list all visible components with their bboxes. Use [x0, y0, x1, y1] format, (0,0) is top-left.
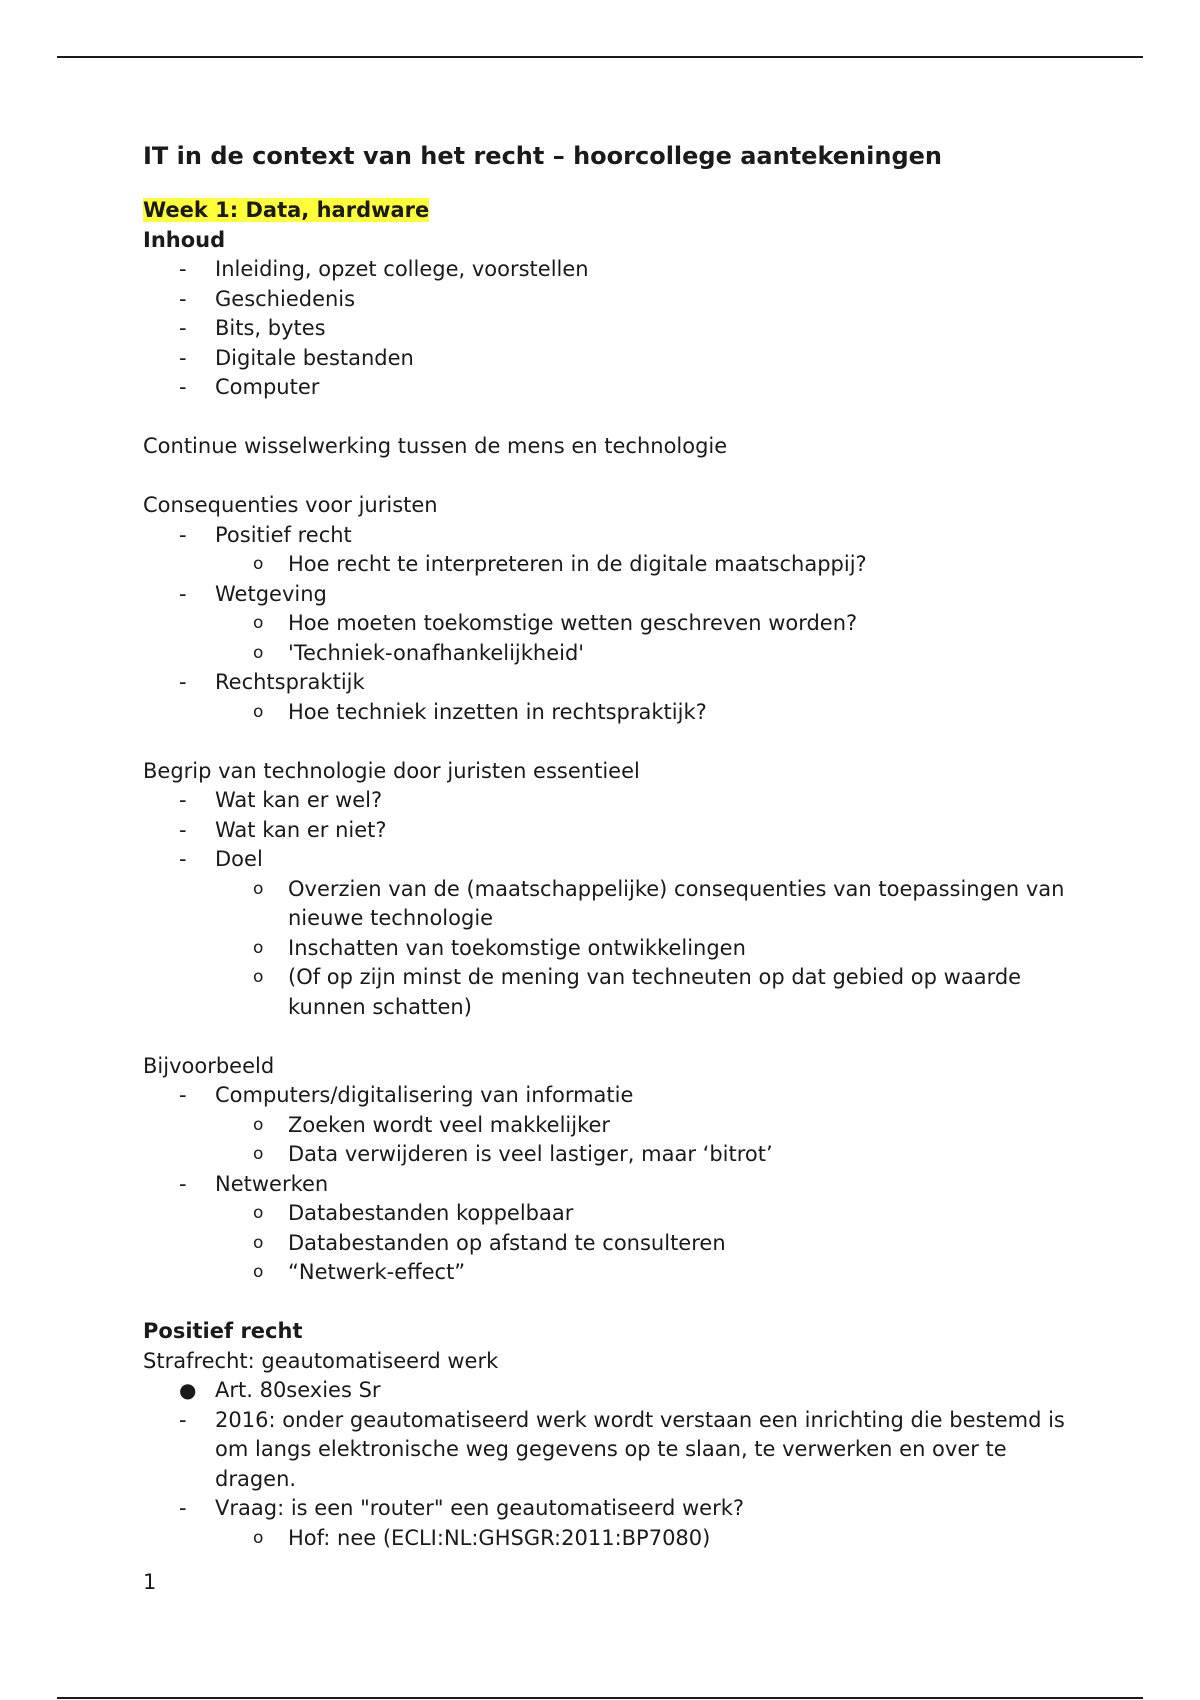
circle-marker: o: [253, 1527, 264, 1548]
header-rule: [57, 56, 1143, 58]
list-subitem: o Hof: nee (ECLI:NL:GHSGR:2011:BP7080): [143, 1524, 1083, 1554]
begrip-heading: Begrip van technologie door juristen essentieel: [143, 758, 640, 783]
list-item: - Geschiedenis: [143, 285, 1083, 315]
list-subitem: o Overzien van de (maatschappelijke) consequenties van toepassingen van nieuwe technologie: [253, 876, 1065, 930]
dash-marker: -: [179, 286, 187, 311]
circle-marker: o: [253, 1232, 264, 1253]
list-item: - 2016: onder geautomatiseerd werk wordt verstaan een inrichting die bestemd is om langs elektronische weg gegevens op te slaan, te verwerken en over te dragen.: [179, 1407, 1065, 1491]
inhoud-list: [143, 255, 1083, 403]
circle-marker: o: [253, 1262, 264, 1282]
week-heading: Week 1: Data, hardware: [143, 198, 430, 222]
dash-marker: -: [179, 847, 187, 871]
dash-marker: -: [179, 316, 187, 340]
list-item: - Wat kan er wel?: [143, 786, 1083, 816]
list-subitem: o Databestanden op afstand te consulteren: [143, 1229, 1083, 1259]
list-subitem: o Data verwijderen is veel lastiger, maar ‘bitrot’: [143, 1140, 1083, 1170]
document-body: [143, 140, 1083, 1553]
bullet-marker: ●: [179, 1378, 197, 1402]
list-item: - Computers/digitalisering van informatie: [143, 1081, 1083, 1111]
positief-recht-list: [143, 1376, 1083, 1553]
list-item: - Positief recht: [143, 521, 1083, 551]
strafrecht-subheading: Strafrecht: geautomatiseerd werk: [143, 1348, 499, 1373]
dash-marker: -: [179, 345, 187, 370]
document-title: IT in de context van het recht – hoorcollege aantekeningen: [143, 142, 942, 170]
consequenties-heading: Consequenties voor juristen: [143, 493, 438, 517]
list-item: - Vraag: is een "router" een geautomatiseerd werk?: [143, 1494, 1083, 1524]
circle-marker: o: [253, 1114, 264, 1135]
dash-marker: -: [179, 1171, 187, 1196]
begrip-list: [143, 786, 1083, 1022]
list-item: - Rechtspraktijk: [143, 668, 1083, 698]
list-subitem: o (Of op zijn minst de mening van techneuten op dat gebied op waarde kunnen schatten): [253, 965, 1022, 1019]
circle-marker: o: [253, 642, 264, 663]
list-item: - Wat kan er niet?: [143, 816, 1083, 846]
list-subitem: o Inschatten van toekomstige ontwikkelingen: [143, 934, 1083, 964]
list-subitem: o Hoe techniek inzetten in rechtspraktijk?: [143, 698, 1083, 728]
list-subitem: o 'Techniek-onafhankelijkheid': [143, 639, 1083, 669]
page-number: 1: [143, 1570, 157, 1594]
list-subitem: o “Netwerk-effect”: [143, 1258, 1083, 1288]
inhoud-heading: Inhoud: [143, 227, 226, 252]
circle-marker: o: [253, 701, 264, 722]
wisselwerking-paragraph: Continue wisselwerking tussen de mens en technologie: [143, 434, 728, 458]
list-item: - Digitale bestanden: [143, 344, 1083, 374]
dash-marker: -: [179, 375, 187, 399]
list-subitem: o Hoe moeten toekomstige wetten geschreven worden?: [143, 609, 1083, 639]
list-subitem: o Hoe recht te interpreteren in de digitale maatschappij?: [143, 550, 1083, 580]
list-item: - Doel: [143, 845, 1083, 875]
dash-marker: -: [179, 522, 187, 547]
circle-marker: o: [253, 937, 264, 958]
list-item: - Wetgeving: [143, 580, 1083, 610]
list-item: - Inleiding, opzet college, voorstellen: [143, 255, 1083, 285]
list-subitem: o Zoeken wordt veel makkelijker: [143, 1111, 1083, 1141]
circle-marker: o: [253, 554, 264, 574]
dash-marker: -: [179, 788, 187, 812]
consequenties-list: [143, 521, 1083, 728]
list-item: - Computer: [143, 373, 1083, 403]
bijvoorbeeld-list: [143, 1081, 1083, 1288]
positief-recht-heading: Positief recht: [143, 1319, 303, 1343]
list-item: ● Art. 80sexies Sr: [143, 1376, 1083, 1406]
dash-marker: -: [179, 1496, 187, 1520]
dash-marker: -: [179, 581, 187, 606]
list-item: - Netwerken: [143, 1170, 1083, 1200]
circle-marker: o: [253, 878, 264, 899]
circle-marker: o: [253, 967, 264, 987]
bijvoorbeeld-heading: Bijvoorbeeld: [143, 1053, 275, 1078]
circle-marker: o: [253, 613, 264, 633]
dash-marker: -: [179, 670, 187, 694]
dash-marker: -: [179, 1083, 187, 1107]
dash-marker: -: [179, 1407, 187, 1432]
footer-rule: [57, 1697, 1143, 1699]
list-item: - Bits, bytes: [143, 314, 1083, 344]
list-subitem: o Databestanden koppelbaar: [143, 1199, 1083, 1229]
circle-marker: o: [253, 1144, 264, 1164]
dash-marker: -: [179, 257, 187, 281]
circle-marker: o: [253, 1203, 264, 1223]
dash-marker: -: [179, 817, 187, 842]
